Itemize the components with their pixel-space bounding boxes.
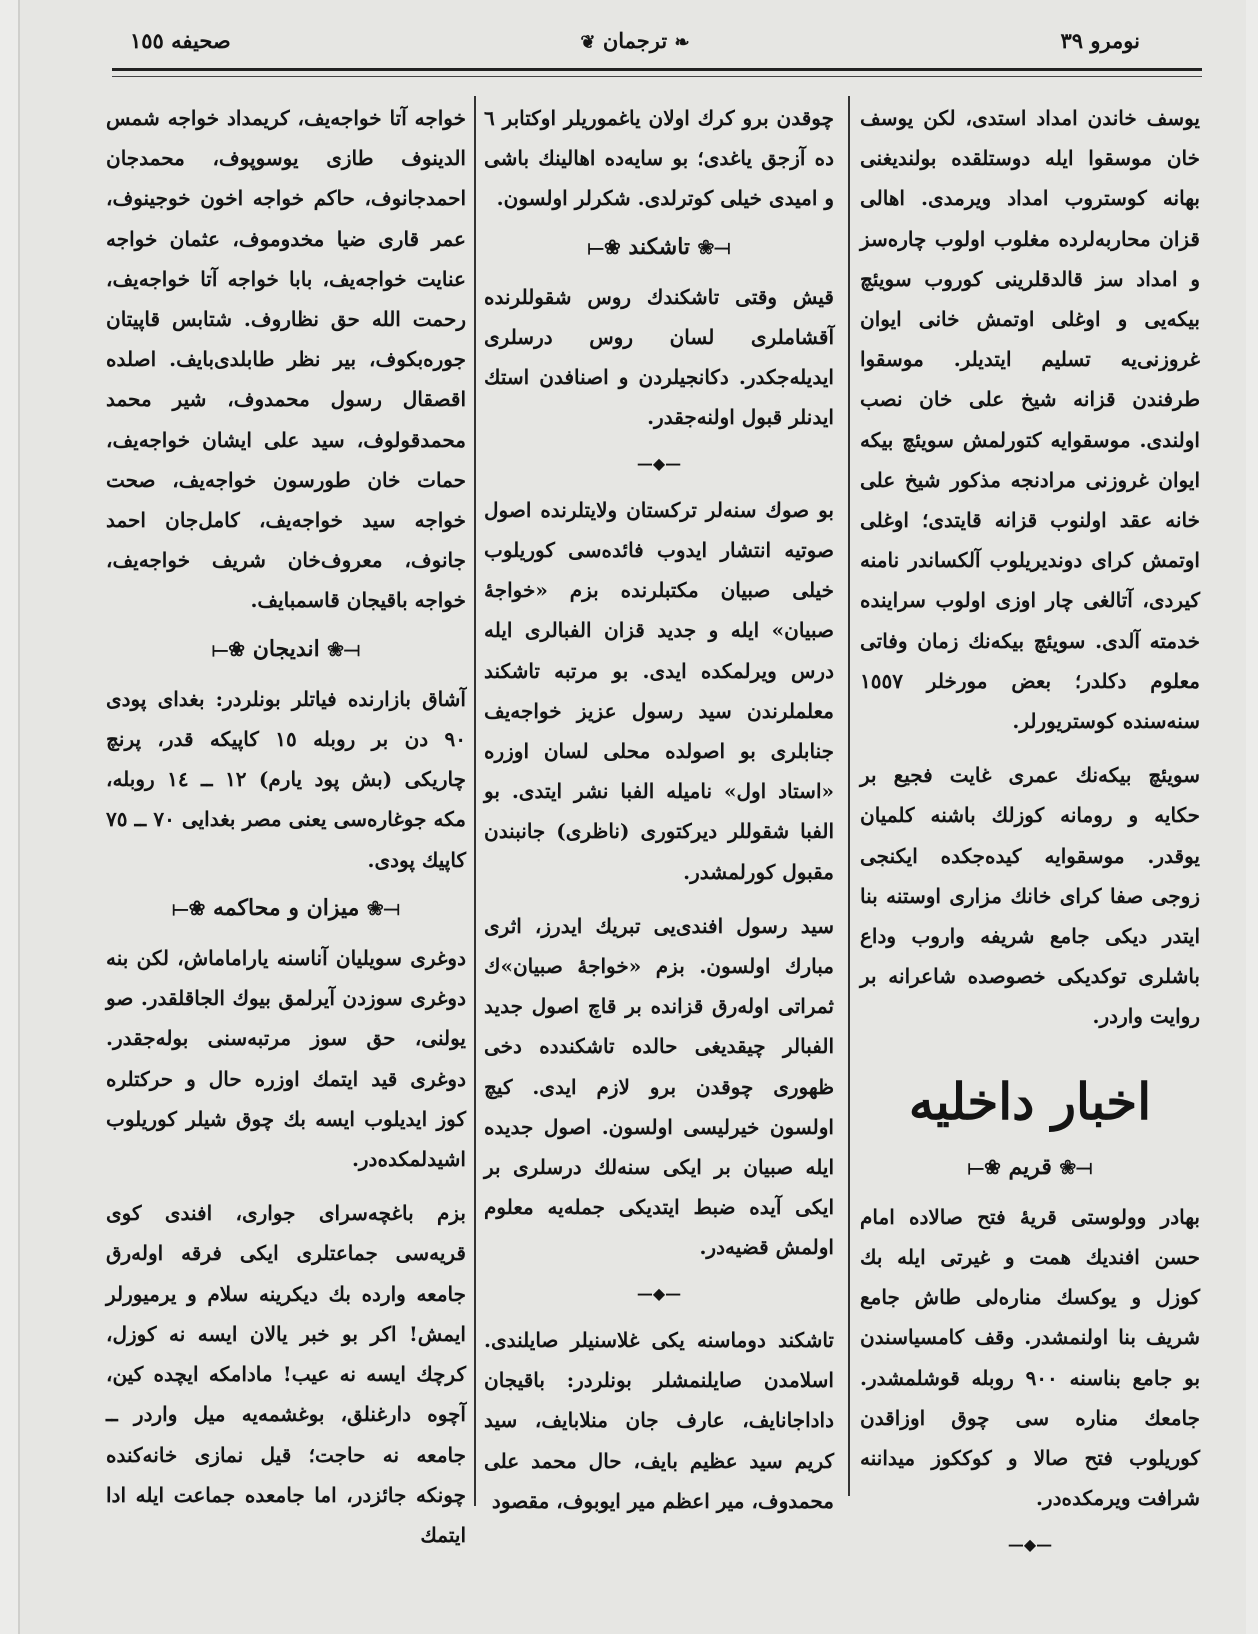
- fleuron-icon: ⟝❀: [697, 234, 731, 259]
- diamond-divider-icon: —◆—: [636, 1283, 682, 1303]
- paragraph-duma: تاشكند دوماسنه يكى غلاسنيلر صايلندى. اسلامدن صايلنمشلر بونلردر: باقيجان داداجانايف، عارف جان منلابايف، سيد كريم سيد عظيم بايف، حال محمد على محمدوف، مير اعظم مير ايوبوف، مقصود: [484, 1327, 834, 1513]
- diamond-divider-icon: —◆—: [1007, 1534, 1053, 1554]
- column-divider-right: [848, 96, 850, 1496]
- masthead-title: [130, 28, 1140, 53]
- newspaper-title: ترجمان: [602, 28, 668, 53]
- paragraph-usul-jadid: بو صوك سنه‌لر تركستان ولايتلرنده اصول صوتيه انتشار ايدوب فائده‌سى كوريلوب خيلى صبيان مكتبلرنده بزم «خواجهٔ صبيان» ايله و جديد قزان الفبالرى ايله درس ويرلمكده ايدى. بو مرتبه تاشكند معلملرندن سيد رسول عزيز خواجه‌يف جنابلرى بو اصولده محلى لسان اوزره «استاد اول» ناميله الفبا نشر ايتدى. بو الفبا شقوللر ديركتورى (ناظرى) جانبندن مقبول كورلمشدر.: [484, 497, 834, 884]
- column-left: [106, 98, 466, 1555]
- section-heading-mizan: ⟝❀ ميزان و محاكمه ❀⟞: [171, 894, 401, 921]
- section-heading-andijan: ⟝❀ انديجان ❀⟞: [211, 635, 361, 662]
- header-rule: [112, 68, 1202, 71]
- paragraph-suyunbike-2: سويئچ بيكه‌نك عمرى غايت فجيع بر حكايه و رومانه كوزلك باشنه كلميان يوقدر. موسقوايه كيده‌جكده ايكنجى زوجى صفا كراى خانك مزارى اوستنه بنا ايتدر ديكى جامع شريفه واروب وداع باشلرى توكديكى خصوصده شاعرانه بر روايت واردر.: [860, 763, 1200, 1029]
- fleuron-icon: ❀⟞: [587, 234, 621, 259]
- page-header: [130, 22, 1140, 66]
- column-divider-left: [474, 96, 476, 1506]
- column-right: [860, 98, 1200, 1571]
- fleuron-icon: ⟝❀: [367, 895, 401, 920]
- page-number: صحيفه ١٥٥: [130, 28, 231, 53]
- paragraph-tashkent-russian: قيش وقتى تاشكندك روس شقوللرنده آقشاملرى لسان روس درسلرى ايديله‌جكدر. دكانجيلردن و اصنافدن استك ايدنلر قبول اولنه‌جقدر.: [484, 284, 834, 430]
- paragraph-bakhchisaray: بزم باغچه‌سراى جوارى، افندى كوى قريه‌سى جماعتلرى ايكى فرقه اوله‌رق جامعه وارده بك ديكرينه سلام و يرميورلر ايمش! اكر بو خبر يالان ايسه نه كوزل، كرچك ايسه نه عيب! مادامكه ايچده كين، آچوه دارغنلق، بوغشمه‌يه ميل واردر ــ جامعه نه حاجت؛ قيل نمازى خانه‌كنده چونكه جائزدر، اما جامعده جماعت ايله ادا ايتمك: [106, 1201, 466, 1547]
- paragraph-andijan-prices: آشاق بازارنده فياتلر بونلردر: بغداى پودى ٩٠ دن بر روبله ١٥ كاپيكه قدر، پرنچ چاريكى (بش پود يارم) ١٢ ــ ١٤ روبله، مكه جوغاره‌سى يعنى مصر بغدايى ٧٠ ــ ٧٥ كاپيك پودى.: [106, 686, 466, 872]
- paragraph-names: خواجه آتا خواجه‌يف، كريمداد خواجه شمس الدينوف طازى يوسوپوف، محمدجان احمدجانوف، حاكم خواجه اخون خوجينوف، عمر قارى ضيا مخدوموف، عثمان خواجه عنايت خواجه‌يف، بابا خواجه آتا خواجه‌يف، رحمت الله حق نظاروف. شتابس قاپيتان جوره‌بكوف، بير نظر طابلدى‌بايف. اصلده اقصقال رسول محمدوف، شير محمد محمدقولوف، سيد على ايشان خواجه‌يف، حمات خان طورسون خواجه‌يف، صحت خواجه سيد خواجه‌يف، كامل‌جان احمد جانوف، معروف‌خان شريف خواجه‌يف، خواجه باقيجان قاسمبايف.: [106, 106, 466, 613]
- paragraph-crimea: بهادر وولوستى قريه‌ٔ فتح صالاده امام حسن افنديك همت و غيرتى ايله بك كوزل و يوكسك مناره‌لى طاش جامع شريف بنا اولنمشدر. وقف كامسياسندن بو جامع بناسنه ٩٠٠ روبله قوشلمشدر. جامعك مناره سى چوق اوزاقدن كوريلوب فتح صالا و كوككوز ميداننه شرافت ويرمكده‌در.: [860, 1204, 1201, 1511]
- section-heading-crimea: ⟝❀ قريم ❀⟞: [967, 1153, 1093, 1180]
- fleuron-icon: ❀⟞: [967, 1154, 1001, 1179]
- paragraph-mizan: دوغرى سويليان آناسنه ياراماماش، لكن بنه دوغرى سوزدن آيرلمق بيوك الجاقلقدر. صو يولنى، حق سوز مرتبه‌سنى بوله‌جقدر. دوغرى قيد ايتمك اوزره حال و حركتلره كوز ايديلوب ايسه بك چوق شيلر كوريلوب اشيدلمكده‌در.: [106, 946, 466, 1172]
- fleuron-icon: ⟝❀: [1059, 1154, 1093, 1179]
- section-heading-domestic-news: اخبار داخليه: [908, 1071, 1152, 1131]
- header-rule-thin: [112, 76, 1202, 77]
- fleuron-icon: ⟝❀: [327, 636, 361, 661]
- fleuron-icon: ❀⟞: [211, 636, 246, 661]
- diamond-divider-icon: —◆—: [636, 453, 682, 473]
- column-middle: [484, 98, 834, 1521]
- fleuron-right-icon: ❧: [674, 32, 690, 53]
- section-heading-tashkent: ⟝❀ تاشكند ❀⟞: [587, 233, 731, 260]
- issue-number: نومرو ٣٩: [1060, 28, 1140, 53]
- paragraph-suyunbike-1: يوسف خاندن امداد استدى، لكن يوسف خان موسقوا ايله دوستلقده بولنديغنى بهانه كوستروب امداد ويرمدى. اهالى قزان محاربه‌لرده مغلوب اولوب چاره‌سز و امداد سز قالدقلرينى كوروب سويئچ بيكه‌يى و اوغلى اوتمش خانى ايوان غروزنى‌يه تسليم ايتديلر. موسقوا طرفندن قزانه شيخ على خان نصب اولندى. موسقوايه كتورلمش سويئچ بيكه ايوان غروزنى مرادنجه مذكور شيخ على خانه عقد اولنوب قزانه قايتدى؛ اوغلى اوتمش كراى دونديريلوب آلكساندر نامنه كيردى، آتالغى چار اوزى اولوب سراينده خدمته آلدى. سويئچ بيكه‌نك زمان وفاتى معلوم دكلدر؛ بعض مورخلر ١٥٥٧ سنه‌سنده كوستريورلر.: [860, 106, 1200, 734]
- fleuron-left-icon: ❦: [580, 32, 596, 53]
- fleuron-icon: ❀⟞: [171, 895, 206, 920]
- paragraph-rain: چوقدن برو كرك اولان ياغموريلر اوكتابر ٦ ده آزجق ياغدى؛ بو سايه‌ده اهالينك باشى و اميدى خيلى كوترلدى. شكرلر اولسون.: [484, 106, 834, 211]
- paragraph-congratulations: سيد رسول افندى‌يى تبريك ايدرز، اثرى مبارك اولسون. بزم «خواجهٔ صبيان»ك ثمراتى اوله‌رق قزانده بر قاچ اصول جديد الفبالر چيقديغى حالده تاشكندده دخى ظهورى چوقدن برو لازم ايدى. كيچ اولسون خيرليسى اولسون. اصول جديده ايله صبيان بر ايكى سنه‌لك درسلرى بر ايكى آيده ضبط ايتديكى جمله‌يه معلوم اولمش قضيه‌در.: [484, 913, 834, 1260]
